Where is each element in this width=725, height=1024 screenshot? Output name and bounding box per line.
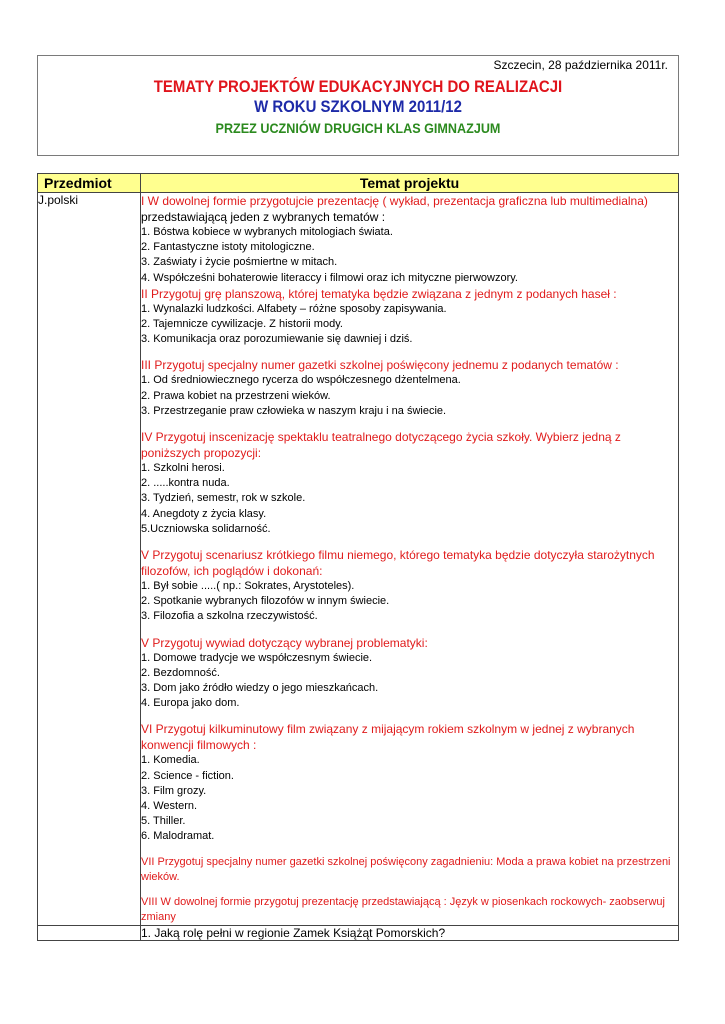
project-section-8 (141, 855, 678, 885)
project-section-4 (141, 429, 678, 537)
topic-list (141, 753, 678, 844)
project-section-3 (141, 357, 678, 419)
topic-list (141, 225, 678, 286)
list-item: 1. Szkolni herosi. (141, 462, 225, 475)
section-subheading: przedstawiającą jeden z wybranych tematów : (141, 210, 386, 224)
list-item: 4. Współcześni bohaterowie literaccy i filmowi oraz ich mityczne pierwowzory. (141, 271, 518, 284)
table-header-row (38, 174, 679, 193)
list-item: 3. Przestrzeganie praw człowieka w naszym kraju i na świecie. (141, 404, 447, 417)
list-item: 5. Thiller. (141, 815, 186, 828)
section-heading: I W dowolnej formie przygotujcie prezentację ( wykład, prezentacja graficzna lub multimedialna) (141, 194, 648, 208)
projects-table (37, 173, 679, 941)
topic-list (141, 302, 678, 348)
extra-topic-cell: 1. Jaką rolę pełni w regionie Zamek Książąt Pomorskich? (141, 925, 679, 940)
list-item: 4. Western. (141, 800, 198, 813)
column-header-topic: Temat projektu (141, 174, 679, 193)
list-item: 6. Malodramat. (141, 830, 215, 843)
list-item: 3. Filozofia a szkolna rzeczywistość. (141, 610, 318, 623)
list-item: 4. Europa jako dom. (141, 697, 240, 710)
list-item: 3. Film grozy. (141, 784, 207, 797)
topic-list (141, 651, 678, 712)
topics-cell (141, 193, 679, 926)
topic-list (141, 461, 678, 537)
column-header-subject: Przedmiot (38, 174, 141, 193)
project-section-6 (141, 635, 678, 712)
list-item: 3. Komunikacja oraz porozumiewanie się dawniej i dziś. (141, 333, 413, 346)
table-row (38, 925, 679, 940)
document-header (37, 55, 679, 156)
list-item: 1. Wynalazki ludzkości. Alfabety – różne sposoby zapisywania. (141, 302, 447, 315)
list-item: 2. Tajemnicze cywilizacje. Z historii mody. (141, 318, 343, 331)
title-line-1: TEMATY PROJEKTÓW EDUKACYJNYCH DO REALIZACJI (153, 77, 563, 96)
list-item: 1. Komedia. (141, 754, 200, 767)
title-line-3: PRZEZ UCZNIÓW DRUGICH KLAS GIMNAZJUM (215, 120, 501, 136)
table-row (38, 193, 679, 926)
section-heading: II Przygotuj grę planszową, której tematyka będzie związana z jednym z podanych haseł : (141, 286, 617, 301)
list-item: 5.Uczniowska solidarność. (141, 522, 271, 535)
subject-cell: J.polski (38, 193, 141, 926)
list-item: 2. Spotkanie wybranych filozofów w innym świecie. (141, 595, 390, 608)
list-item: 1. Był sobie .....( np.: Sokrates, Arystoteles). (141, 580, 355, 593)
list-item: 4. Anegdoty z życia klasy. (141, 507, 267, 520)
topic-list (141, 373, 678, 419)
project-section-1 (141, 193, 678, 286)
list-item: 2. Science - fiction. (141, 769, 234, 782)
list-item: 3. Zaświaty i życie pośmiertne w mitach. (141, 256, 338, 269)
list-item: 2. Bezdomność. (141, 666, 220, 679)
list-item: 1. Bóstwa kobiece w wybranych mitologiach świata. (141, 226, 393, 238)
title-line-2: W ROKU SZKOLNYM 2011/12 (254, 97, 462, 116)
project-section-9 (141, 895, 678, 925)
project-section-5 (141, 547, 678, 625)
header-date: Szczecin, 28 października 2011r. (493, 58, 668, 72)
section-heading: VI Przygotuj kilkuminutowy film związany z mijającym rokiem szkolnym w jednej z wybranych konwencji filmowych : (141, 722, 635, 753)
section-heading: III Przygotuj specjalny numer gazetki szkolnej poświęcony jednemu z podanych tematów : (141, 358, 619, 373)
section-heading: IV Przygotuj inscenizację spektaklu teatralnego dotyczącego życia szkoły. Wybierz jedną z poniższych propozycji: (141, 430, 621, 461)
list-item: 1. Od średniowiecznego rycerza do współczesnego dżentelmena. (141, 374, 461, 387)
section-heading: VII Przygotuj specjalny numer gazetki szkolnej poświęcony zagadnieniu: Moda a prawa kobiet na przestrzeni wieków. (141, 855, 671, 883)
list-item: 2. Prawa kobiet na przestrzeni wieków. (141, 389, 331, 402)
project-section-2 (141, 286, 678, 348)
list-item: 2. .....kontra nuda. (141, 477, 230, 490)
section-heading: V Przygotuj wywiad dotyczący wybranej problematyki: (141, 635, 428, 650)
project-section-7 (141, 721, 678, 844)
list-item: 3. Tydzień, semestr, rok w szkole. (141, 492, 306, 505)
list-item: 3. Dom jako źródło wiedzy o jego mieszkańcach. (141, 682, 379, 695)
section-heading: V Przygotuj scenariusz krótkiego filmu niemego, którego tematyka będzie dotyczyła starożytnych filozofów, ich poglądów i dokonań: (141, 548, 655, 579)
list-item: 1. Domowe tradycje we współczesnym świecie. (141, 651, 373, 664)
section-heading: VIII W dowolnej formie przygotuj prezentację przedstawiającą : Język w piosenkach rockowych- zaobserwuj zmiany (141, 895, 665, 923)
topic-list (141, 579, 678, 625)
empty-subject-cell (38, 925, 141, 940)
list-item: 2. Fantastyczne istoty mitologiczne. (141, 241, 315, 254)
